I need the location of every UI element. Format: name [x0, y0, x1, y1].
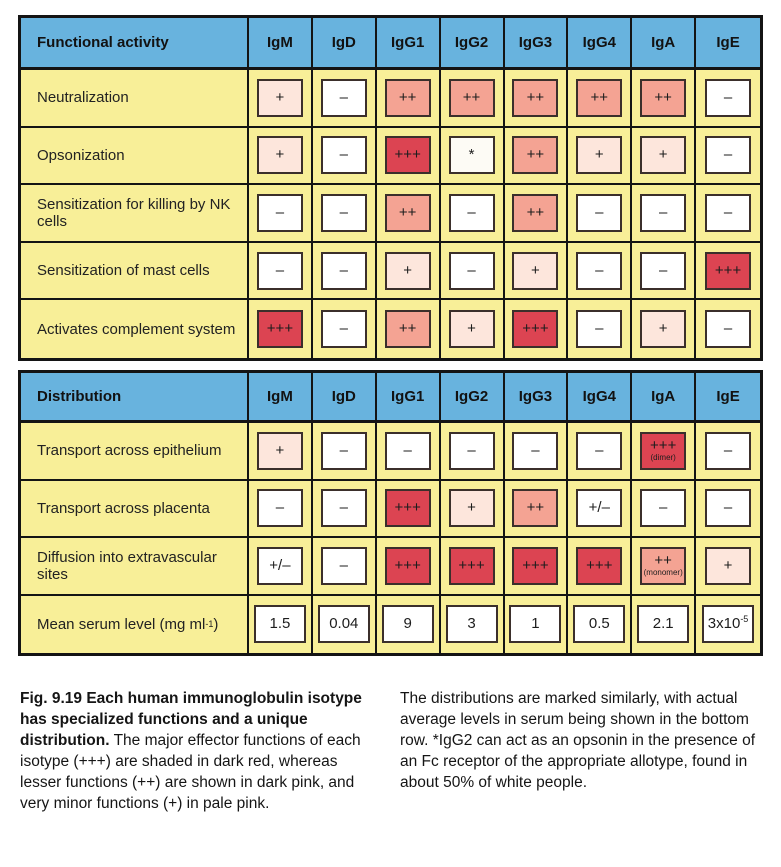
activity-value: – [339, 203, 348, 221]
table-cell [313, 423, 377, 481]
activity-value: – [595, 441, 604, 459]
functional-activity-table [18, 15, 763, 361]
activity-box [576, 79, 622, 117]
activity-box [257, 489, 303, 527]
table-cell [313, 538, 377, 596]
table-cell [568, 481, 632, 539]
serum-level-label: Mean serum level (mg ml -1 ) [21, 596, 249, 654]
activity-box [705, 252, 751, 290]
activity-value: +++ [394, 556, 421, 574]
figure-caption-left [20, 688, 375, 814]
distribution-table [18, 370, 763, 656]
activity-box [576, 136, 622, 174]
table-cell [377, 481, 441, 539]
activity-box [512, 310, 558, 348]
table-cell [505, 300, 569, 358]
activity-value: +++ [586, 556, 613, 574]
activity-box [385, 432, 431, 470]
table-cell [696, 243, 760, 301]
activity-value: ++ [398, 320, 417, 338]
activity-box [705, 79, 751, 117]
activity-box [449, 547, 495, 585]
table-cell [313, 185, 377, 243]
activity-value: + [403, 261, 413, 279]
activity-box [705, 194, 751, 232]
table-cell [441, 538, 505, 596]
activity-value: – [723, 441, 733, 459]
activity-box [385, 194, 431, 232]
activity-box [705, 310, 751, 348]
activity-box [705, 547, 751, 585]
activity-value: ++ [398, 203, 417, 221]
activity-box [576, 252, 622, 290]
activity-value: + [467, 499, 476, 517]
activity-box [640, 252, 686, 290]
table-cell [632, 70, 696, 128]
activity-value: – [339, 88, 348, 106]
column-header-igd: IgD [313, 18, 377, 70]
serum-value-text: 1.5 [269, 615, 291, 633]
table-cell [441, 243, 505, 301]
activity-value: – [723, 203, 733, 221]
activity-box [512, 79, 558, 117]
table-cell [441, 596, 505, 654]
activity-value: +++ [458, 556, 485, 574]
activity-value: – [339, 556, 348, 574]
activity-value: – [275, 261, 285, 279]
activity-box [321, 194, 367, 232]
table-cell [313, 243, 377, 301]
column-header-iga: IgA [632, 18, 696, 70]
activity-value: + [275, 146, 285, 164]
serum-value-text: 9 [403, 615, 412, 633]
activity-value: ++ [654, 88, 672, 106]
table-cell [696, 70, 760, 128]
table-cell [249, 481, 313, 539]
activity-box [257, 194, 303, 232]
table-cell [505, 481, 569, 539]
activity-value: – [275, 499, 285, 517]
serum-value-text: 0.04 [329, 615, 359, 633]
activity-value: + [275, 88, 285, 106]
activity-box [321, 432, 367, 470]
table-cell [441, 128, 505, 186]
serum-value-box [382, 605, 434, 643]
table-cell [313, 300, 377, 358]
table-cell [377, 300, 441, 358]
activity-value: +++ [650, 437, 677, 455]
activity-value: – [339, 320, 348, 338]
column-header-igg1: IgG1 [377, 373, 441, 423]
activity-box [385, 136, 431, 174]
table-cell [568, 423, 632, 481]
activity-box [321, 252, 367, 290]
activity-box [257, 79, 303, 117]
table-cell [696, 185, 760, 243]
activity-box [640, 547, 686, 585]
serum-value-text: 2.1 [652, 615, 674, 633]
activity-value: ++ [526, 88, 545, 106]
activity-box [576, 547, 622, 585]
serum-value [531, 617, 539, 631]
row-label: Sensitization of mast cells [21, 243, 249, 301]
table-cell [568, 596, 632, 654]
activity-value: – [659, 203, 668, 221]
table-cell [632, 538, 696, 596]
activity-box [449, 310, 495, 348]
activity-box [321, 489, 367, 527]
serum-value-exponent: -5 [740, 614, 749, 625]
activity-box [640, 310, 686, 348]
activity-value: + [467, 320, 476, 338]
activity-value: – [595, 261, 604, 279]
activity-value: ++ [526, 203, 545, 221]
serum-value [589, 617, 610, 631]
table-cell [313, 128, 377, 186]
activity-box [257, 432, 303, 470]
activity-box [512, 432, 558, 470]
table-cell [249, 70, 313, 128]
activity-value: ++ [526, 499, 545, 517]
activity-box [385, 79, 431, 117]
table-cell [696, 596, 760, 654]
activity-box [512, 489, 558, 527]
serum-value [404, 617, 412, 631]
activity-box [640, 136, 686, 174]
activity-value: + [723, 556, 733, 574]
table-cell [249, 243, 313, 301]
activity-box [449, 252, 495, 290]
activity-value: – [467, 441, 476, 459]
serum-value-text: 3x10 [707, 615, 741, 633]
serum-value [329, 617, 358, 631]
figure-title: Fig. 9.19 Each human immunoglobulin isotype has specialized functions and a unique distribution. [20, 690, 362, 749]
serum-value [707, 614, 749, 633]
table-cell [568, 538, 632, 596]
activity-note: (dimer) [650, 453, 676, 463]
row-label: Opsonization [21, 128, 249, 186]
table-cell [632, 481, 696, 539]
column-header-igg2: IgG2 [441, 18, 505, 70]
activity-value: ++ [526, 146, 545, 164]
serum-value-box [318, 605, 370, 643]
table-cell [632, 423, 696, 481]
table-cell [313, 481, 377, 539]
table-cell [632, 185, 696, 243]
serum-label-text: Mean serum level (mg ml [37, 615, 206, 633]
activity-box [576, 432, 622, 470]
table-cell [505, 243, 569, 301]
table-cell [377, 538, 441, 596]
activity-box [385, 310, 431, 348]
serum-value-text: 0.5 [588, 615, 610, 633]
table-cell [377, 128, 441, 186]
activity-box [257, 547, 303, 585]
table-cell [249, 128, 313, 186]
activity-value: +/– [269, 556, 291, 574]
activity-box [576, 194, 622, 232]
activity-value: * [468, 146, 475, 164]
table-cell [505, 596, 569, 654]
table-cell [249, 423, 313, 481]
table-cell [441, 185, 505, 243]
table-cell [249, 538, 313, 596]
column-header-igg4: IgG4 [568, 18, 632, 70]
activity-value: +++ [266, 320, 294, 338]
table-header-title: Distribution [21, 373, 249, 423]
serum-value-box [446, 605, 498, 643]
column-header-igg3: IgG3 [505, 18, 569, 70]
serum-value-box [573, 605, 625, 643]
caption-right-text: The distributions are marked similarly, with actual average levels in serum being shown in the bottom row. *IgG2 can act as an opsonin in the presence of an Fc receptor of the appropriate allotype, found in about 50% of white people. [400, 690, 756, 791]
activity-value: – [659, 499, 668, 517]
column-header-igg2: IgG2 [441, 373, 505, 423]
table-cell [632, 596, 696, 654]
activity-value: +/– [588, 499, 610, 517]
activity-box [385, 547, 431, 585]
table-cell [249, 185, 313, 243]
activity-value: – [723, 146, 733, 164]
activity-box [576, 489, 622, 527]
activity-value: – [723, 88, 733, 106]
activity-value: – [595, 320, 604, 338]
activity-value: ++ [462, 88, 481, 106]
serum-value-box [254, 605, 306, 643]
serum-value-box [509, 605, 561, 643]
activity-value: ++ [654, 552, 672, 570]
activity-value: – [339, 261, 348, 279]
activity-value: + [658, 146, 668, 164]
activity-value: – [339, 441, 348, 459]
table-cell [441, 300, 505, 358]
activity-box [576, 310, 622, 348]
activity-box [640, 489, 686, 527]
table-cell [249, 300, 313, 358]
activity-box [321, 79, 367, 117]
row-label: Transport across epithelium [21, 423, 249, 481]
activity-box [321, 136, 367, 174]
row-label: Neutralization [21, 70, 249, 128]
activity-box [321, 310, 367, 348]
column-header-igg1: IgG1 [377, 18, 441, 70]
table-cell [632, 300, 696, 358]
table-cell [632, 128, 696, 186]
table-cell [632, 243, 696, 301]
table-cell [696, 423, 760, 481]
activity-box [640, 79, 686, 117]
row-label: Sensitization for killing by NK cells [21, 185, 249, 243]
table-cell [249, 596, 313, 654]
serum-value [653, 617, 674, 631]
activity-value: + [658, 320, 668, 338]
activity-box [640, 432, 686, 470]
activity-value: + [531, 261, 540, 279]
activity-box [449, 432, 495, 470]
row-label: Activates complement system [21, 300, 249, 358]
activity-box [705, 136, 751, 174]
caption-left-text: The major effector functions of each isotype (+++) are shaded in dark red, whereas lesser functions (++) are shown in dark pink, and very minor functions (+) in pale pink. [20, 732, 361, 812]
table-cell [696, 300, 760, 358]
table-cell [696, 128, 760, 186]
table-header-title: Functional activity [21, 18, 249, 70]
activity-value: +++ [394, 499, 421, 517]
table-cell [568, 185, 632, 243]
table-cell [313, 596, 377, 654]
serum-value [270, 617, 291, 631]
activity-box [640, 194, 686, 232]
activity-value: – [339, 146, 348, 164]
activity-value: – [723, 320, 733, 338]
column-header-igg3: IgG3 [505, 373, 569, 423]
activity-box [449, 489, 495, 527]
activity-value: + [594, 146, 604, 164]
table-cell [377, 243, 441, 301]
activity-value: +++ [522, 320, 549, 338]
table-cell [377, 423, 441, 481]
activity-value: – [403, 441, 412, 459]
column-header-ige: IgE [696, 18, 760, 70]
activity-box [257, 252, 303, 290]
activity-value: + [275, 441, 285, 459]
column-header-ige: IgE [696, 373, 760, 423]
serum-value [467, 617, 475, 631]
activity-value: – [275, 203, 285, 221]
table-cell [568, 128, 632, 186]
column-header-igm: IgM [249, 18, 313, 70]
serum-value-box [637, 605, 689, 643]
activity-value: ++ [398, 88, 417, 106]
table-cell [505, 128, 569, 186]
table-cell [505, 70, 569, 128]
column-header-iga: IgA [632, 373, 696, 423]
activity-box [385, 489, 431, 527]
table-cell [377, 70, 441, 128]
table-cell [441, 70, 505, 128]
activity-box [512, 547, 558, 585]
column-header-igm: IgM [249, 373, 313, 423]
activity-box [385, 252, 431, 290]
column-header-igg4: IgG4 [568, 373, 632, 423]
activity-note: (monomer) [643, 568, 683, 578]
activity-box [512, 194, 558, 232]
serum-value-text: 1 [531, 615, 540, 633]
table-cell [377, 596, 441, 654]
activity-box [449, 194, 495, 232]
activity-value: – [467, 261, 476, 279]
activity-box [512, 136, 558, 174]
activity-box [321, 547, 367, 585]
activity-box [449, 136, 495, 174]
table-cell [505, 538, 569, 596]
figure-caption-right [400, 688, 770, 793]
activity-value: – [595, 203, 604, 221]
activity-box [257, 136, 303, 174]
serum-value-box [702, 605, 754, 643]
serum-label-end: ) [213, 615, 219, 633]
activity-value: – [723, 499, 733, 517]
table-cell [568, 70, 632, 128]
table-cell [441, 481, 505, 539]
activity-box [705, 489, 751, 527]
activity-value: – [467, 203, 476, 221]
row-label: Diffusion into extravascular sites [21, 538, 249, 596]
table-cell [313, 70, 377, 128]
table-cell [568, 243, 632, 301]
table-cell [696, 538, 760, 596]
activity-value: – [659, 261, 668, 279]
row-label: Transport across placenta [21, 481, 249, 539]
table-cell [696, 481, 760, 539]
activity-value: ++ [590, 88, 609, 106]
activity-value: – [531, 441, 540, 459]
column-header-igd: IgD [313, 373, 377, 423]
activity-value: – [339, 499, 348, 517]
table-cell [441, 423, 505, 481]
activity-value: +++ [394, 146, 421, 164]
table-cell [568, 300, 632, 358]
table-cell [377, 185, 441, 243]
table-cell [505, 423, 569, 481]
activity-box [257, 310, 303, 348]
activity-box [705, 432, 751, 470]
activity-box [449, 79, 495, 117]
serum-value-text: 3 [467, 615, 476, 633]
activity-box [512, 252, 558, 290]
activity-value: +++ [522, 556, 549, 574]
table-cell [505, 185, 569, 243]
activity-value: +++ [714, 261, 742, 279]
